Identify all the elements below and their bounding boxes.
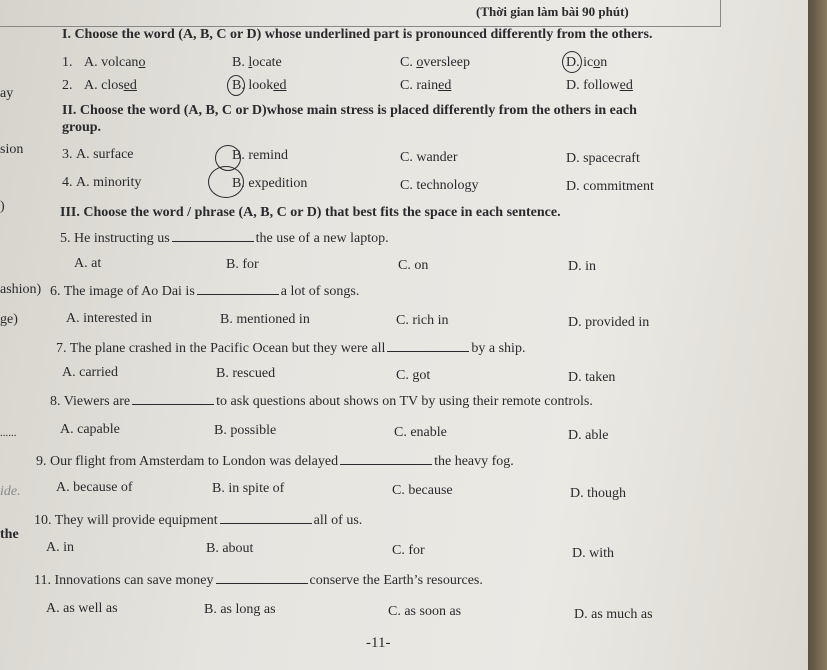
answer-circle-mark [208, 166, 244, 198]
margin-fragment: ay [0, 86, 14, 101]
option-b[interactable]: B. remind [232, 148, 288, 163]
option-a[interactable]: A. closed [84, 78, 137, 93]
margin-fragment: ge) [0, 312, 18, 327]
question-stem: 9. Our flight from Amsterdam to London was delayed the heavy fog. [36, 454, 514, 469]
margin-fragment: ) [0, 199, 5, 214]
option-c[interactable]: C. oversleep [400, 55, 470, 70]
option-b[interactable]: B. for [226, 257, 259, 272]
option-a[interactable]: A. volcano [84, 55, 146, 70]
option-b[interactable]: B. in spite of [212, 481, 285, 496]
option-c[interactable]: C. got [396, 368, 431, 383]
option-b[interactable]: B. expedition [232, 176, 308, 191]
option-b[interactable]: B. as long as [204, 602, 276, 617]
answer-blank[interactable] [132, 393, 214, 405]
question-number: 3. [62, 147, 73, 162]
answer-blank[interactable] [220, 512, 312, 524]
header-divider [720, 0, 721, 27]
option-d[interactable]: D. followed [566, 78, 633, 93]
margin-fragment: the [0, 527, 19, 542]
margin-fragment: ide. [0, 484, 21, 499]
option-b[interactable]: B. rescued [216, 366, 276, 381]
option-d[interactable]: D. in [568, 259, 596, 274]
margin-fragment: ashion) [0, 282, 42, 297]
question-number: 7. [56, 341, 67, 356]
option-d[interactable]: D. provided in [568, 315, 650, 330]
option-c[interactable]: C. for [392, 543, 425, 558]
question-number: 8. [50, 394, 61, 409]
question-stem: 10. They will provide equipment all of us. [34, 513, 363, 528]
margin-fragment: ...... [0, 427, 17, 439]
option-a[interactable]: A. interested in [66, 311, 152, 326]
option-c[interactable]: C. enable [394, 425, 447, 440]
question-stem: 5. He instructing us the use of a new laptop. [60, 231, 389, 246]
section-1-title: I. Choose the word (A, B, C or D) whose underlined part is pronounced differently from the others. [62, 27, 653, 42]
answer-blank[interactable] [216, 572, 308, 584]
option-a[interactable]: A. minority [76, 175, 142, 190]
option-c[interactable]: C. as soon as [388, 604, 462, 619]
question-number: 10. [34, 513, 52, 528]
option-a[interactable]: A. in [46, 540, 74, 555]
option-a[interactable]: A. capable [60, 422, 120, 437]
option-b[interactable]: B. about [206, 541, 254, 556]
section-2-title-cont: group. [62, 120, 102, 135]
question-stem: 7. The plane crashed in the Pacific Ocean but they were all by a ship. [56, 341, 526, 356]
option-d[interactable]: D. taken [568, 370, 616, 385]
question-number: 2. [62, 78, 73, 93]
page-edge [808, 0, 827, 670]
answer-circle-mark [227, 75, 245, 96]
option-b[interactable]: B. mentioned in [220, 312, 310, 327]
option-a[interactable]: A. at [74, 256, 102, 271]
question-stem: 11. Innovations can save money conserve the Earth’s resources. [34, 573, 483, 588]
margin-fragment: sion [0, 142, 24, 157]
option-c[interactable]: C. on [398, 258, 429, 273]
section-2-title: II. Choose the word (A, B, C or D)whose main stress is placed differently from the others in each [62, 103, 637, 118]
answer-blank[interactable] [340, 453, 432, 465]
option-d[interactable]: D. though [570, 486, 626, 501]
question-number: 1. [62, 55, 73, 70]
option-b[interactable]: B. looked [232, 78, 287, 93]
question-number: 11. [34, 573, 51, 588]
question-number: 5. [60, 231, 71, 246]
question-number: 6. [50, 284, 61, 299]
option-a[interactable]: A. as well as [46, 601, 118, 616]
option-c[interactable]: C. rich in [396, 313, 449, 328]
option-a[interactable]: A. because of [56, 480, 133, 495]
exam-time: (Thời gian làm bài 90 phút) [476, 4, 629, 19]
option-d[interactable]: D. spacecraft [566, 151, 640, 166]
option-b[interactable]: B. possible [214, 423, 277, 438]
option-d[interactable]: D. as much as [574, 607, 653, 622]
option-a[interactable]: A. carried [62, 365, 118, 380]
page-number: -11- [366, 635, 391, 651]
option-c[interactable]: C. rained [400, 78, 452, 93]
option-c[interactable]: C. wander [400, 150, 458, 165]
answer-circle-mark [562, 51, 582, 73]
option-b[interactable]: B. locate [232, 55, 282, 70]
answer-blank[interactable] [172, 230, 254, 242]
option-c[interactable]: C. technology [400, 178, 479, 193]
question-number: 4. [62, 175, 73, 190]
question-stem: 8. Viewers are to ask questions about shows on TV by using their remote controls. [50, 394, 593, 409]
question-stem: 6. The image of Ao Dai is a lot of songs. [50, 284, 360, 299]
option-c[interactable]: C. because [392, 483, 453, 498]
option-d[interactable]: D. with [572, 546, 614, 561]
option-d[interactable]: D. icon [566, 55, 608, 70]
option-d[interactable]: D. commitment [566, 179, 654, 194]
question-number: 9. [36, 454, 47, 469]
answer-blank[interactable] [387, 340, 469, 352]
option-a[interactable]: A. surface [76, 147, 134, 162]
option-d[interactable]: D. able [568, 428, 609, 443]
answer-blank[interactable] [197, 283, 279, 295]
section-3-title: III. Choose the word / phrase (A, B, C or D) that best fits the space in each sentence. [60, 205, 561, 220]
